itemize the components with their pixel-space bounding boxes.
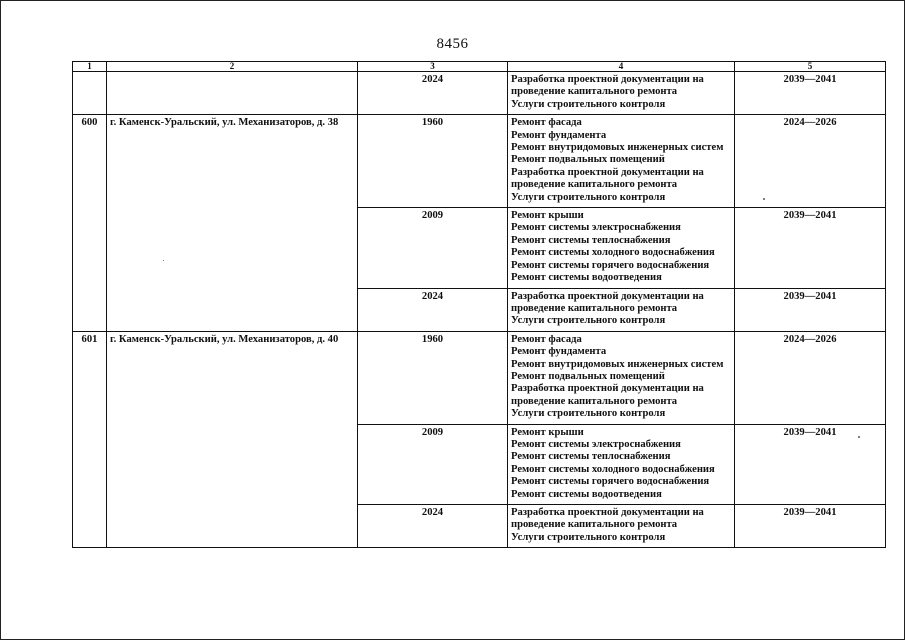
works-cell bbox=[508, 208, 735, 288]
works-cell bbox=[508, 424, 735, 504]
column-number-header-row bbox=[73, 62, 886, 72]
address-cell: г. Каменск-Уральский, ул. Механизаторов, д. 40 bbox=[107, 331, 358, 548]
scan-speck bbox=[763, 198, 765, 200]
work-item: Разработка проектной документации на bbox=[511, 290, 704, 302]
work-item: проведение капитального ремонта bbox=[511, 86, 678, 98]
commission-year-cell: 2009 bbox=[358, 208, 508, 288]
row-number-cell: 601 bbox=[73, 331, 107, 548]
work-item: Разработка проектной документации на bbox=[511, 507, 704, 518]
work-item: Ремонт системы электроснабжения bbox=[511, 438, 681, 450]
repair-period-cell: 2039—2041 bbox=[735, 288, 886, 331]
commission-year-cell: 2024 bbox=[358, 72, 508, 115]
table-row bbox=[73, 331, 886, 424]
column-header-5: 5 bbox=[735, 62, 886, 72]
repair-period-cell: 2039—2041 bbox=[735, 424, 886, 504]
commission-year-cell: 2024 bbox=[358, 288, 508, 331]
works-cell bbox=[508, 72, 735, 115]
commission-year-cell: 1960 bbox=[358, 331, 508, 424]
commission-year-cell: 2024 bbox=[358, 505, 508, 548]
works-cell bbox=[508, 505, 735, 548]
work-item: Услуги строительного контроля bbox=[511, 408, 666, 420]
row-number-cell: 600 bbox=[73, 115, 107, 332]
column-header-4: 4 bbox=[508, 62, 735, 72]
commission-year-cell: 1960 bbox=[358, 115, 508, 208]
works-cell bbox=[508, 331, 735, 424]
works-cell bbox=[508, 288, 735, 331]
work-item: Ремонт системы электроснабжения bbox=[511, 222, 681, 234]
work-item: Ремонт системы холодного водоснабжения bbox=[511, 463, 715, 475]
work-item: Ремонт крыши bbox=[511, 210, 584, 222]
address-cell: г. Каменск-Уральский, ул. Механизаторов, д. 38 bbox=[107, 115, 358, 332]
repair-schedule-table bbox=[72, 61, 886, 548]
work-item: проведение капитального ремонта bbox=[511, 519, 678, 531]
scan-speck bbox=[858, 436, 860, 438]
work-item: проведение капитального ремонта bbox=[511, 302, 678, 314]
repair-period-cell: 2039—2041 bbox=[735, 72, 886, 115]
repair-period-cell: 2024—2026 bbox=[735, 331, 886, 424]
work-item: Ремонт системы теплоснабжения bbox=[511, 451, 671, 463]
work-item: Ремонт подвальных помещений bbox=[511, 154, 665, 166]
work-item: Ремонт фундамента bbox=[511, 346, 607, 358]
work-item: проведение капитального ремонта bbox=[511, 179, 678, 191]
page-number: 8456 bbox=[436, 36, 469, 52]
work-item: проведение капитального ремонта bbox=[511, 395, 678, 407]
work-item: Ремонт системы водоотведения bbox=[511, 488, 662, 500]
work-item: Ремонт системы теплоснабжения bbox=[511, 234, 671, 246]
scan-speck bbox=[163, 260, 164, 261]
column-header-3: 3 bbox=[358, 62, 508, 72]
work-item: Услуги строительного контроля bbox=[511, 531, 666, 543]
table-row bbox=[73, 72, 886, 115]
work-item: Разработка проектной документации на bbox=[511, 383, 704, 395]
column-header-2: 2 bbox=[107, 62, 358, 72]
work-item: Ремонт внутридомовых инженерных систем bbox=[511, 358, 724, 370]
repair-period-cell: 2039—2041 bbox=[735, 208, 886, 288]
row-number-cell bbox=[73, 72, 107, 115]
work-item: Ремонт фасада bbox=[511, 333, 582, 345]
work-item: Разработка проектной документации на bbox=[511, 166, 704, 178]
repair-period-cell: 2024—2026 bbox=[735, 115, 886, 208]
work-item: Ремонт системы холодного водоснабжения bbox=[511, 247, 715, 259]
column-header-1: 1 bbox=[73, 62, 107, 72]
work-item: Ремонт системы горячего водоснабжения bbox=[511, 476, 710, 488]
work-item: Ремонт фасада bbox=[511, 117, 582, 129]
works-cell bbox=[508, 115, 735, 208]
work-item: Ремонт системы горячего водоснабжения bbox=[511, 259, 710, 271]
work-item: Разработка проектной документации на bbox=[511, 74, 704, 85]
work-item: Ремонт системы водоотведения bbox=[511, 272, 662, 284]
table-row bbox=[73, 115, 886, 208]
work-item: Услуги строительного контроля bbox=[511, 315, 666, 327]
repair-period-cell: 2039—2041 bbox=[735, 505, 886, 548]
commission-year-cell: 2009 bbox=[358, 424, 508, 504]
work-item: Ремонт крыши bbox=[511, 426, 584, 438]
work-item: Ремонт внутридомовых инженерных систем bbox=[511, 142, 724, 154]
work-item: Ремонт фундамента bbox=[511, 129, 607, 141]
work-item: Услуги строительного контроля bbox=[511, 98, 666, 110]
address-cell bbox=[107, 72, 358, 115]
work-item: Услуги строительного контроля bbox=[511, 191, 666, 203]
work-item: Ремонт подвальных помещений bbox=[511, 370, 665, 382]
